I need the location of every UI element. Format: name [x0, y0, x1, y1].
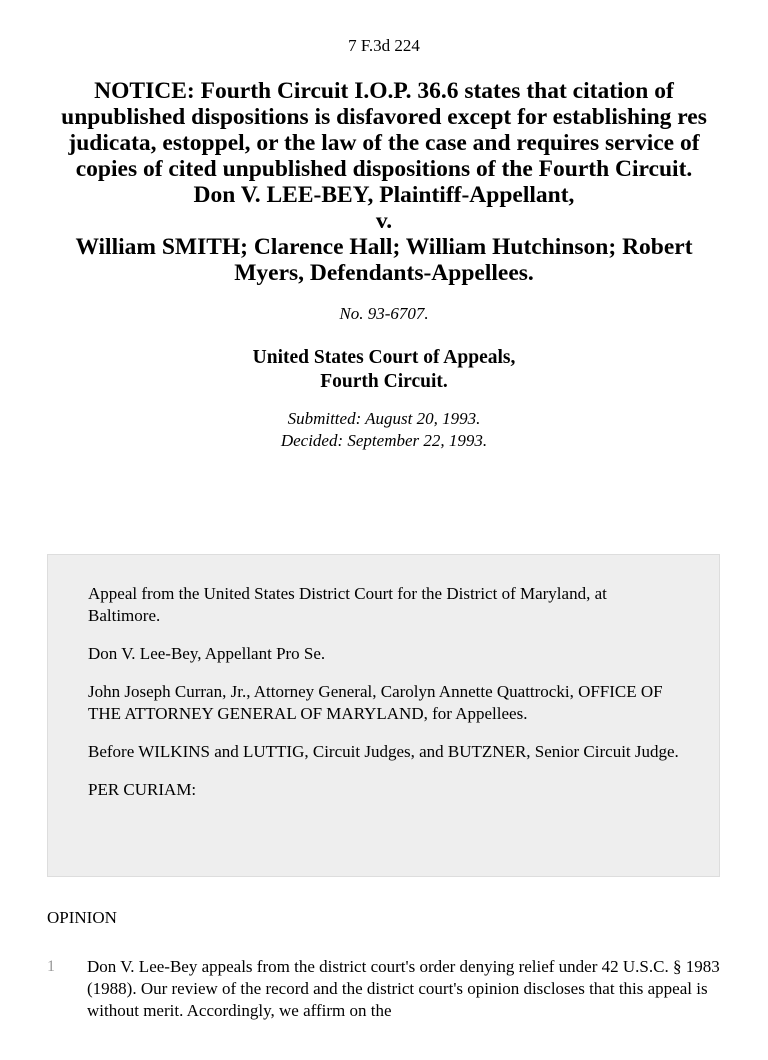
paragraph-text: Don V. Lee-Bey appeals from the district court's order denying relief under 42 U.S.C. § 1983 (1988). Our review of the record and the district court's opinion discloses that this appeal is without merit. Accordingly, we affirm on the [87, 957, 720, 1020]
versus-text: v. [375, 208, 393, 234]
opinion-paragraph [47, 956, 727, 1022]
submitted-date: Submitted: August 20, 1993. [287, 409, 481, 428]
appeal-from-text: Appeal from the United States District Court for the District of Maryland, at Baltimore. [88, 584, 607, 625]
court-name-line1: United States Court of Appeals, [252, 347, 516, 368]
case-dates [0, 408, 768, 452]
notice-text: NOTICE: Fourth Circuit I.O.P. 36.6 states that citation of unpublished dispositions is disfavored except for establishing res judicata, estoppel, or the law of the case and requires service of copies of cited unpublished dispositions of the Fourth Circuit. [61, 78, 707, 182]
appellant-counsel-text: Don V. Lee-Bey, Appellant Pro Se. [88, 644, 326, 663]
panel-text: Before WILKINS and LUTTIG, Circuit Judges, and BUTZNER, Senior Circuit Judge. [88, 742, 679, 761]
case-citation: 7 F.3d 224 [348, 36, 420, 55]
defendants-names: William SMITH; Clarence Hall; William Hutchinson; Robert Myers, Defendants-Appellees. [75, 234, 693, 286]
case-caption [46, 78, 722, 286]
court-name-line2: Fourth Circuit. [320, 371, 448, 392]
court-name [0, 346, 768, 394]
plaintiff-name: Don V. LEE-BEY, Plaintiff-Appellant, [193, 182, 575, 208]
opinion-heading: OPINION [47, 908, 117, 927]
per-curiam-text: PER CURIAM: [88, 780, 197, 799]
paragraph-number: 1 [47, 958, 55, 975]
decided-date: Decided: September 22, 1993. [280, 431, 488, 450]
appellee-counsel-text: John Joseph Curran, Jr., Attorney General, Carolyn Annette Quattrocki, OFFICE OF THE ATTORNEY GENERAL OF MARYLAND, for Appellees. [88, 682, 663, 723]
case-info-box [47, 554, 720, 877]
docket-number: No. 93-6707. [339, 304, 429, 323]
